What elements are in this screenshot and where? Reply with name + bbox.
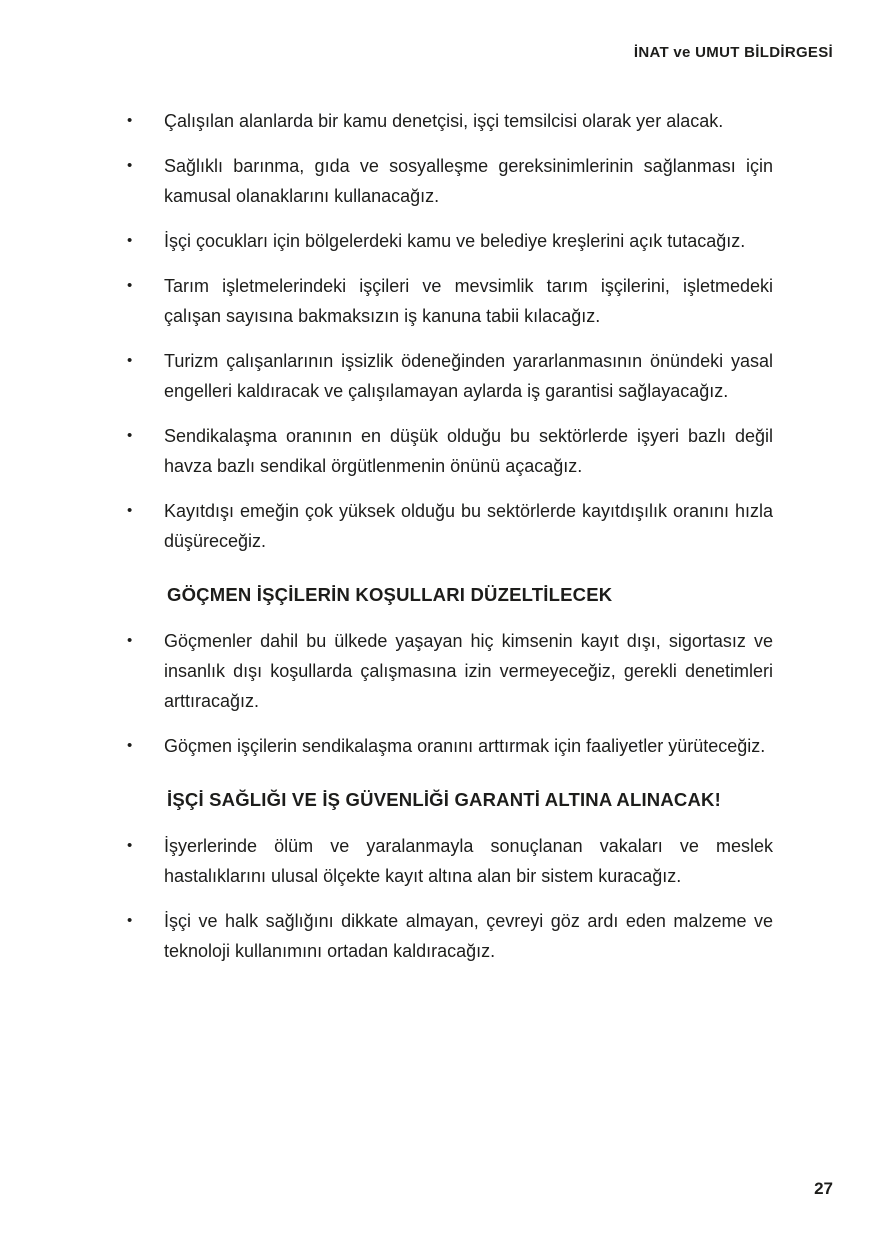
bullet-item xyxy=(127,626,773,716)
bullet-item xyxy=(127,151,773,211)
bullet-text: Tarım işletmelerindeki işçileri ve mevsimlik tarım işçilerini, işletmedeki çalışan sayısına bakmaksızın iş kanuna tabii kılacağız. xyxy=(164,276,773,326)
bullet-marker-icon: • xyxy=(127,912,133,929)
section-heading: GÖÇMEN İŞÇİLERİN KOŞULLARI DÜZELTİLECEK xyxy=(167,584,613,605)
bullet-text: Sağlıklı barınma, gıda ve sosyalleşme gereksinimlerinin sağlanması için kamusal olanaklarını kullanacağız. xyxy=(164,156,773,206)
bullet-marker-icon: • xyxy=(127,427,133,444)
content-sections xyxy=(127,106,773,981)
running-header-title: İNAT ve UMUT BİLDİRGESİ xyxy=(633,44,833,61)
bullet-item xyxy=(127,731,773,761)
bullet-text: İşçi ve halk sağlığını dikkate almayan, çevreyi göz ardı eden malzeme ve teknoloji kullanımını ortadan kaldıracağız. xyxy=(164,911,773,961)
bullet-text: Göçmenler dahil bu ülkede yaşayan hiç kimsenin kayıt dışı, sigortasız ve insanlık dışı koşullarda çalışmasına izin vermeyeceğiz, gerekli denetimleri arttıracağız. xyxy=(164,631,773,711)
bullet-text: İşçi çocukları için bölgelerdeki kamu ve belediye kreşlerini açık tutacağız. xyxy=(164,231,746,251)
bullet-marker-icon: • xyxy=(127,232,133,249)
bullet-marker-icon: • xyxy=(127,737,133,754)
bullet-item xyxy=(127,906,773,966)
bullet-marker-icon: • xyxy=(127,502,133,519)
bullet-item xyxy=(127,421,773,481)
bullet-marker-icon: • xyxy=(127,632,133,649)
bullet-item xyxy=(127,226,773,256)
bullet-item xyxy=(127,271,773,331)
bullet-marker-icon: • xyxy=(127,112,133,129)
bullet-text: Çalışılan alanlarda bir kamu denetçisi, işçi temsilcisi olarak yer alacak. xyxy=(164,111,724,131)
bullet-item xyxy=(127,831,773,891)
bullet-marker-icon: • xyxy=(127,157,133,174)
bullet-item xyxy=(127,346,773,406)
bullet-marker-icon: • xyxy=(127,352,133,369)
bullet-text: Göçmen işçilerin sendikalaşma oranını arttırmak için faaliyetler yürüteceğiz. xyxy=(164,736,766,756)
section-heading: İŞÇİ SAĞLIĞI VE İŞ GÜVENLİĞİ GARANTİ ALTINA ALINACAK! xyxy=(167,789,721,810)
bullet-item xyxy=(127,496,773,556)
bullet-text: Turizm çalışanlarının işsizlik ödeneğinden yararlanmasının önündeki yasal engelleri kaldıracak ve çalışılamayan aylarda iş garantisi sağlayacağız. xyxy=(164,351,773,401)
bullet-text: Kayıtdışı emeğin çok yüksek olduğu bu sektörlerde kayıtdışılık oranını hızla düşüreceğiz. xyxy=(164,501,773,551)
bullet-marker-icon: • xyxy=(127,277,133,294)
bullet-item xyxy=(127,106,773,136)
bullet-text: Sendikalaşma oranının en düşük olduğu bu sektörlerde işyeri bazlı değil havza bazlı sendikal örgütlenmenin önünü açacağız. xyxy=(164,426,773,476)
page-number: 27 xyxy=(814,1179,833,1198)
bullet-marker-icon: • xyxy=(127,837,133,854)
bullet-text: İşyerlerinde ölüm ve yaralanmayla sonuçlanan vakaları ve meslek hastalıklarını ulusal ölçekte kayıt altına alan bir sistem kuracağız. xyxy=(164,836,773,886)
